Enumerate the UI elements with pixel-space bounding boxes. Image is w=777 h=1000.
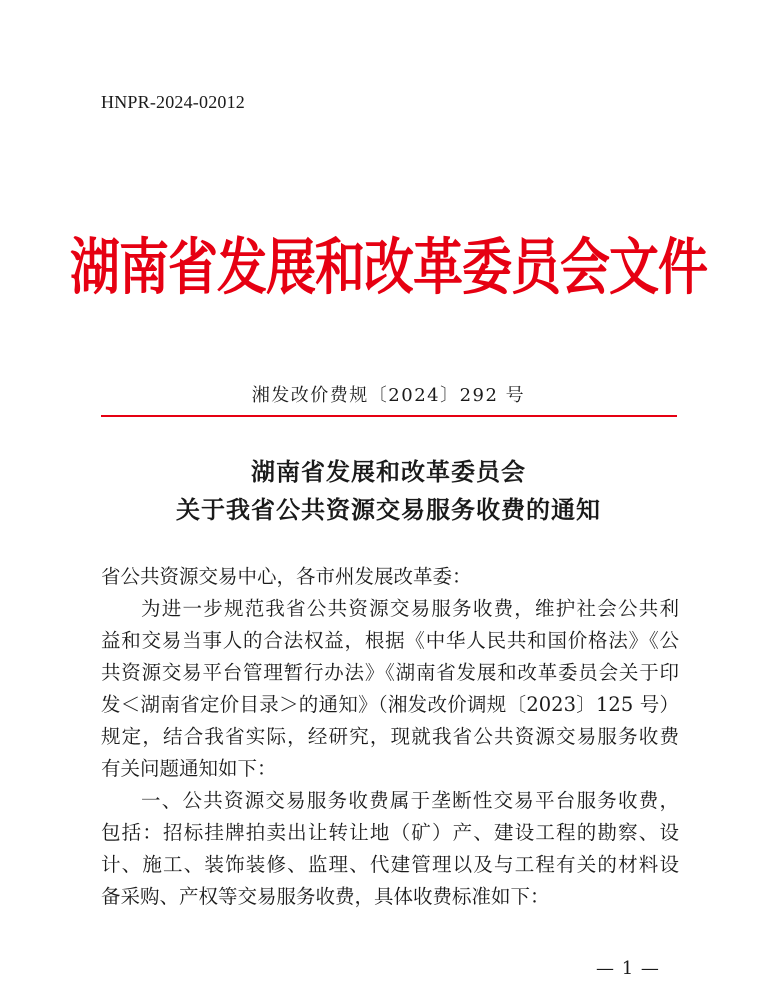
notice-body xyxy=(101,561,679,913)
document-number: HNPR-2024-02012 xyxy=(101,92,246,112)
body-line: 益和交易当事人的合法权益，根据《中华人民共和国价格法》《公 xyxy=(101,629,679,652)
red-divider xyxy=(101,415,677,417)
body-line: 省公共资源交易中心，各市州发展改革委： xyxy=(101,565,472,588)
body-line: 为进一步规范我省公共资源交易服务收费，维护社会公共利 xyxy=(141,597,679,620)
body-line: 一、公共资源交易服务收费属于垄断性交易平台服务收费， xyxy=(141,789,679,812)
issue-number: 湘发改价费规〔2024〕292 号 xyxy=(251,385,526,406)
body-line: 计、施工、装饰装修、监理、代建管理以及与工程有关的材料设 xyxy=(101,853,679,876)
body-line: 有关问题通知如下： xyxy=(101,757,277,780)
notice-title-line-2: 关于我省公共资源交易服务收费的通知 xyxy=(176,496,601,524)
body-line: 备采购、产权等交易服务收费，具体收费标准如下： xyxy=(101,885,550,908)
body-line: 共资源交易平台管理暂行办法》《湖南省发展和改革委员会关于印 xyxy=(101,661,679,684)
masthead-title: 湖南省发展和改革委员会文件 xyxy=(70,231,707,303)
body-line: 发＜湖南省定价目录＞的通知》（湘发改价调规〔2023〕125 号） xyxy=(101,693,679,716)
notice-title-line-1: 湖南省发展和改革委员会 xyxy=(251,458,526,486)
body-line: 包括：招标挂牌拍卖出让转让地（矿）产、建设工程的勘察、设 xyxy=(101,821,679,844)
page-number: — 1 — xyxy=(596,958,660,979)
body-line: 规定，结合我省实际，经研究，现就我省公共资源交易服务收费 xyxy=(101,725,679,748)
